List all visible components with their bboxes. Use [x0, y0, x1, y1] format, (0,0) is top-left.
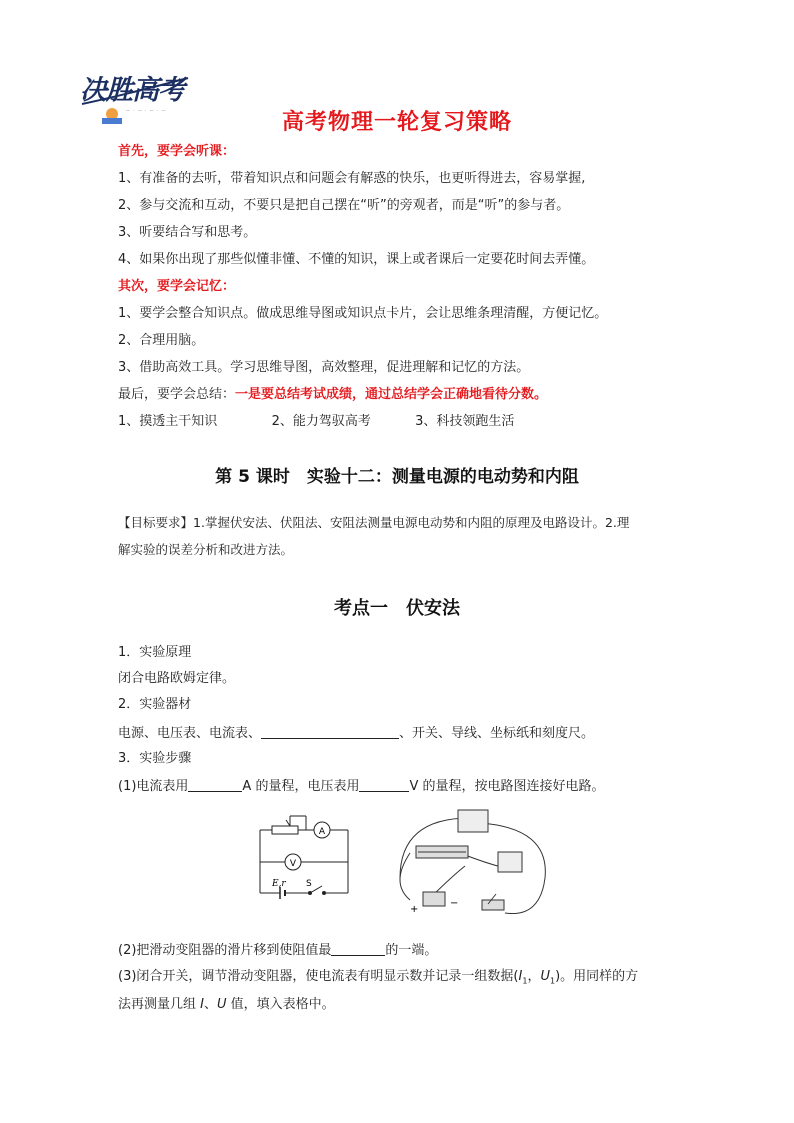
switch-label: S — [306, 879, 312, 889]
section3-item: 3、科技领跑生活 — [415, 414, 515, 429]
step1-text-a: (1)电流表用 — [118, 779, 189, 794]
equipment-title: 2．实验器材 — [118, 697, 192, 712]
step3 — [118, 968, 638, 991]
source-label: E,r — [272, 879, 286, 889]
section2-item: 1、要学会整合知识点。做成思维导图或知识点卡片，会让思维条理清醒，方便记忆。 — [118, 306, 608, 321]
section1-heading: 首先，要学会听课： — [118, 144, 236, 159]
voltmeter-range-blank[interactable] — [359, 777, 409, 792]
logo-subtitle: — · — · — · — — [126, 108, 167, 113]
voltmeter-label: V — [289, 859, 297, 869]
plus-label: + — [410, 904, 419, 915]
section2-heading: 其次，要学会记忆： — [118, 279, 236, 294]
goal-label: 【目标要求】 — [118, 515, 194, 530]
step3-u-sub: 1 — [549, 976, 556, 986]
equipment-text — [118, 724, 594, 743]
section1-item: 3、听要结合写和思考。 — [118, 225, 257, 240]
step1-text-c: V 的量程，按电路图连接好电路。 — [409, 779, 605, 794]
step3-i: I — [518, 969, 523, 984]
ammeter-range-blank[interactable] — [188, 777, 242, 792]
circuit-diagram — [250, 808, 550, 923]
step2 — [118, 941, 437, 960]
step2-text-b: 的一端。 — [385, 943, 438, 958]
steps-title: 3．实验步骤 — [118, 751, 192, 766]
ammeter-label: A — [318, 827, 326, 837]
step1-text-b: A 的量程，电压表用 — [242, 779, 360, 794]
step3-line2-sep: 、 — [203, 997, 217, 1012]
voltmeter-device — [458, 810, 488, 832]
rheostat-blank[interactable] — [331, 941, 385, 956]
minus-label: − — [450, 898, 459, 909]
section1-item: 2、参与交流和互动，不要只是把自己摆在“听”的旁观者，而是“听”的参与者。 — [118, 198, 570, 213]
step3-line2-a: 法再测量几组 — [118, 997, 201, 1012]
section2-item: 2、合理用脑。 — [118, 333, 205, 348]
rheostat-symbol — [272, 826, 298, 834]
goal-line — [118, 514, 629, 532]
equipment-blank[interactable] — [261, 724, 399, 739]
equipment-text-b: 、开关、导线、坐标纸和刻度尺。 — [399, 726, 595, 741]
step3-line2-i: I — [200, 997, 204, 1012]
step2-text-a: (2)把滑动变阻器的滑片移到使阻值最 — [118, 943, 332, 958]
section3-items — [118, 413, 514, 431]
section-title: 考点一 伏安法 — [334, 598, 460, 619]
switch-device — [482, 900, 504, 910]
principle-title: 1．实验原理 — [118, 645, 192, 660]
logo-text: 决胜高考 — [80, 75, 184, 106]
goal-text-continued: 解实验的误差分析和改进方法。 — [118, 542, 294, 557]
step3-line2-u: U — [217, 997, 227, 1012]
main-title: 高考物理一轮复习策略 — [281, 110, 512, 135]
step3-u: U — [540, 969, 550, 984]
section1-item: 1、有准备的去听，带着知识点和问题会有解惑的快乐，也更听得进去，容易掌握, — [118, 171, 586, 186]
apparatus-drawing — [400, 810, 545, 914]
principle-text: 闭合电路欧姆定律。 — [118, 671, 236, 686]
section3-line — [118, 386, 547, 404]
step3-sep: ， — [527, 969, 541, 984]
section1-item: 4、如果你出现了那些似懂非懂、不懂的知识，课上或者课后一定要花时间去弄懂。 — [118, 252, 595, 267]
step1 — [118, 777, 604, 796]
step3-line2-b: 值，填入表格中。 — [226, 997, 335, 1012]
section3-highlight: 一是要总结考试成绩，通过总结学会正确地看待分数。 — [235, 387, 548, 402]
step3-text-b: )。用同样的方 — [555, 969, 639, 984]
section3-prefix: 最后，要学会总结： — [118, 387, 236, 402]
lesson-title: 第 5 课时 实验十二：测量电源的电动势和内阻 — [215, 467, 579, 487]
section3-item: 2、能力驾驭高考 — [271, 414, 371, 429]
section3-item: 1、摸透主干知识 — [118, 414, 218, 429]
battery-device — [423, 892, 445, 906]
step3-continued — [118, 996, 335, 1014]
equipment-text-a: 电源、电压表、电流表、 — [118, 726, 262, 741]
step3-text-a: (3)闭合开关，调节滑动变阻器，使电流表有明显示数并记录一组数据( — [118, 969, 519, 984]
circuit-figure — [250, 808, 550, 927]
step3-i-sub: 1 — [522, 976, 528, 986]
section2-item: 3、借助高效工具。学习思维导图，高效整理，促进理解和记忆的方法。 — [118, 360, 530, 375]
ammeter-device — [498, 852, 522, 872]
goal-text: 1.掌握伏安法、伏阻法、安阻法测量电源电动势和内阻的原理及电路设计。2.理 — [193, 515, 630, 530]
